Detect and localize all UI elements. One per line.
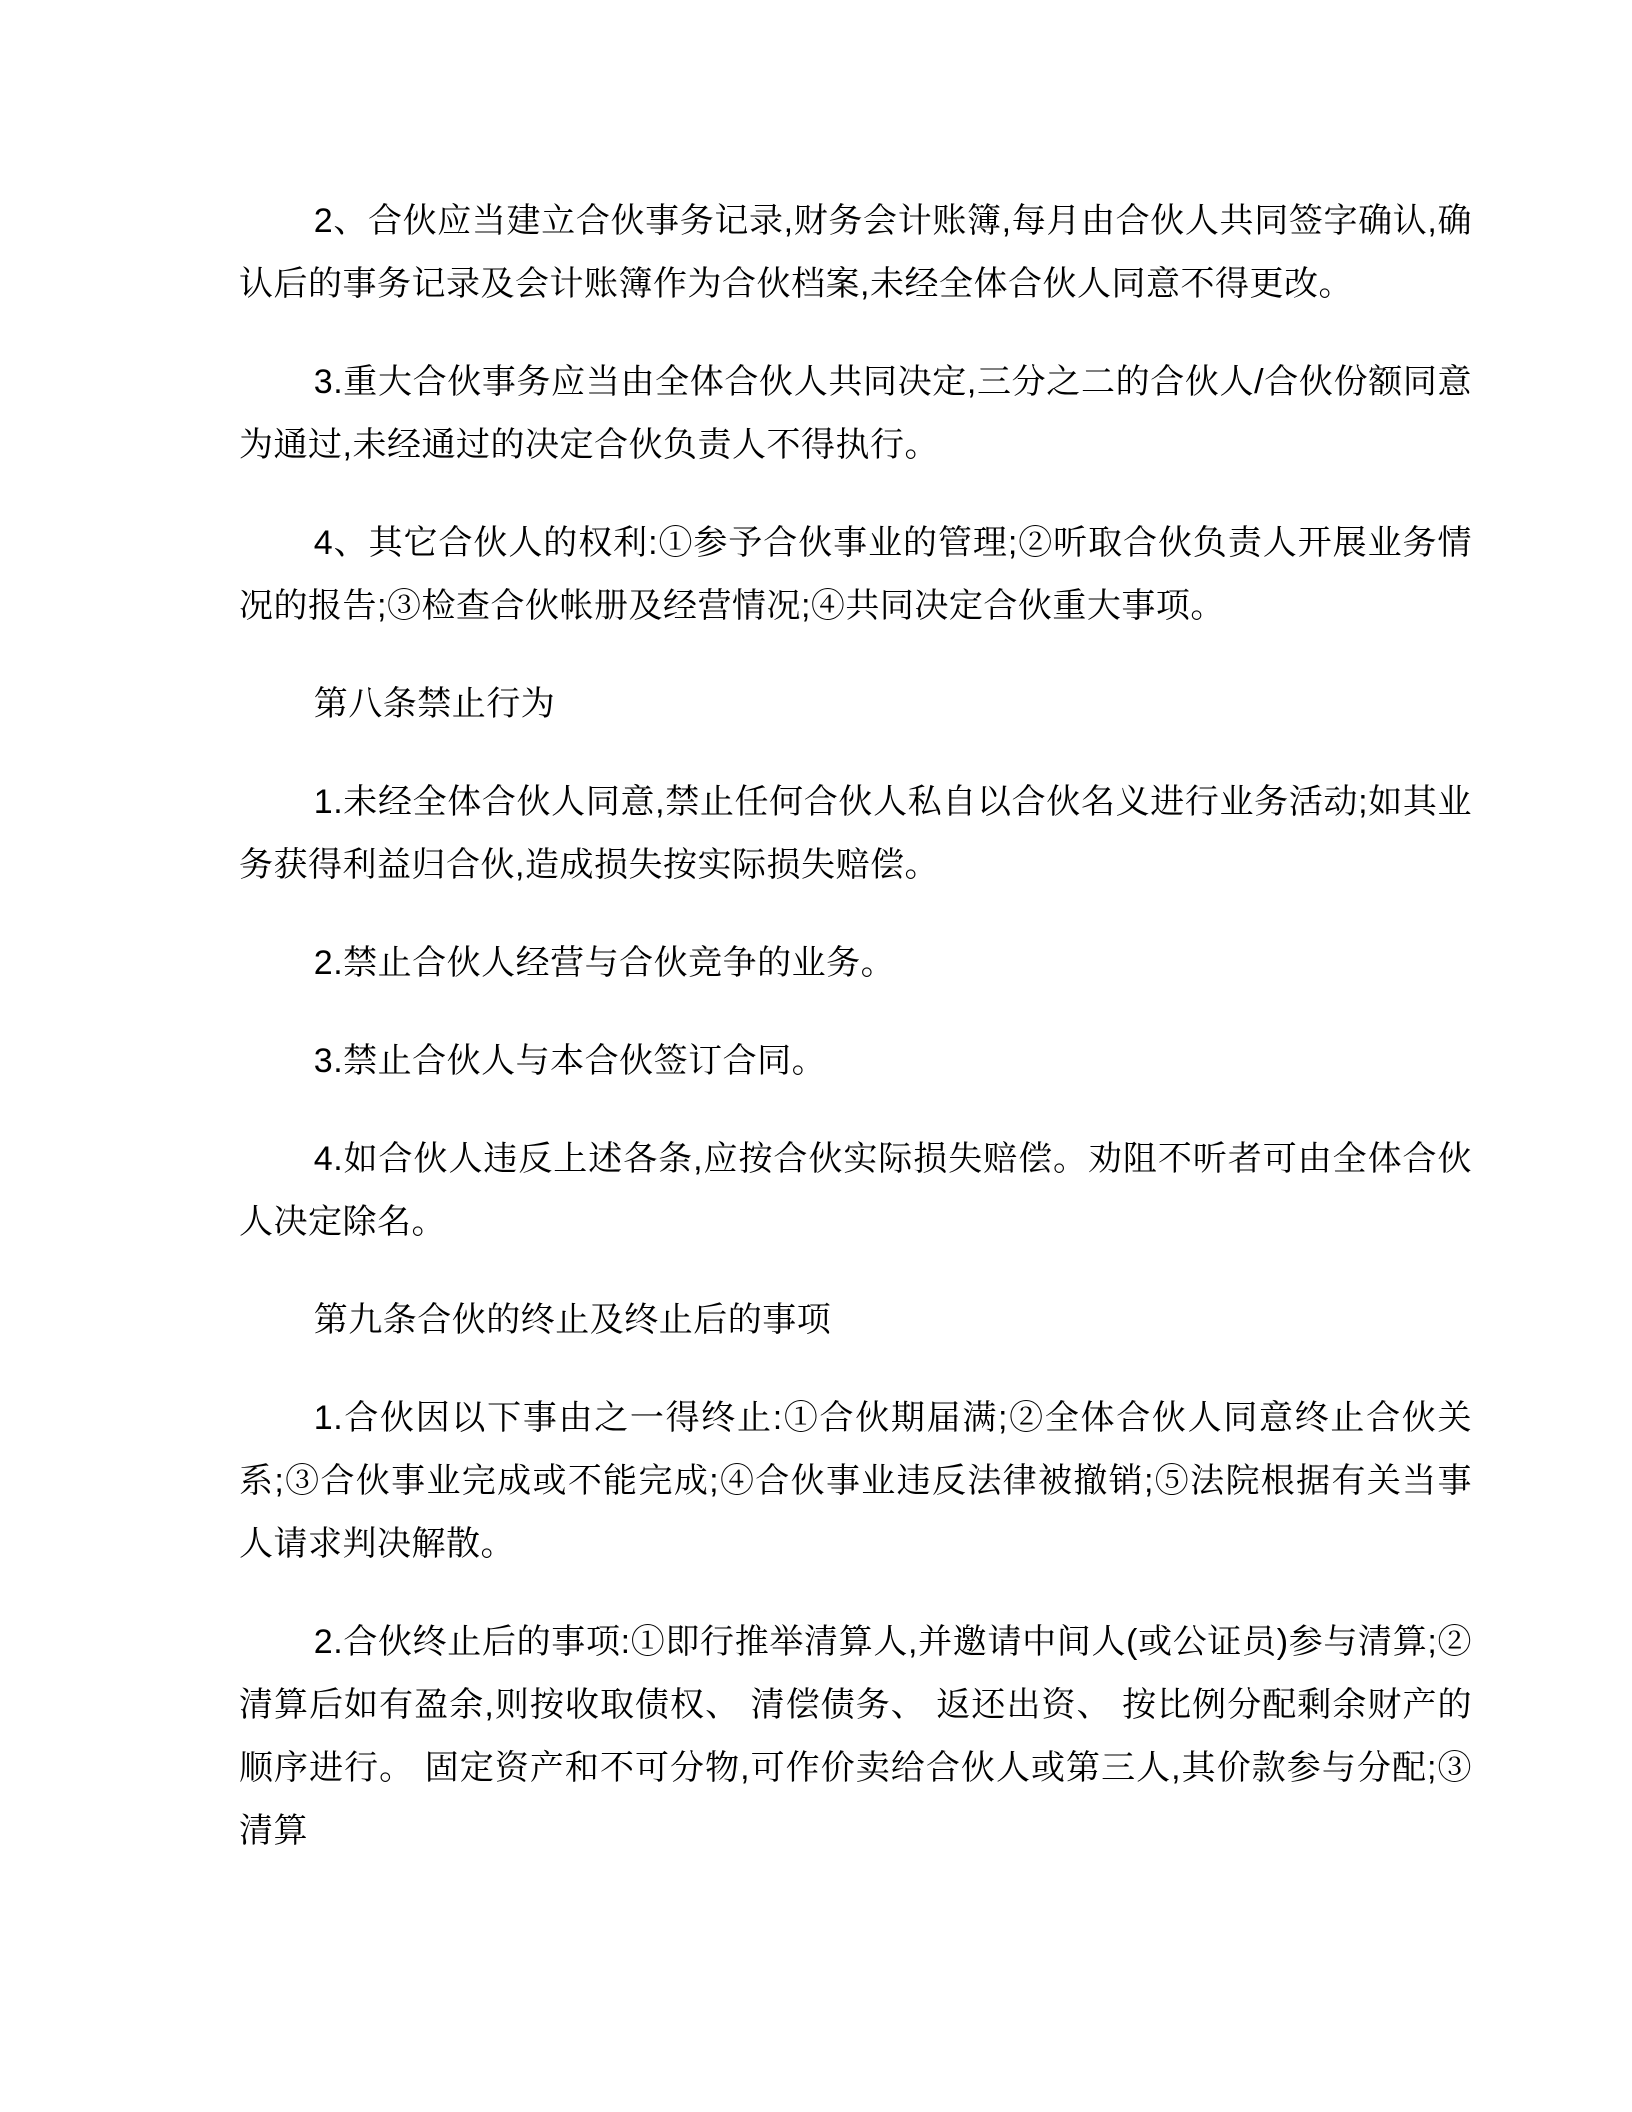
document-body [239,190,1472,1898]
paragraph: 3.重大合伙事务应当由全体合伙人共同决定,三分之二的合伙人/合伙份额同意为通过,未经通过的决定合伙负责人不得执行。 [239,363,1472,464]
section-heading: 第九条合伙的终止及终止后的事项 [313,1301,832,1339]
paragraph: 2.合伙终止后的事项:①即行推举清算人,并邀请中间人(或公证员)参与清算;②清算后如有盈余,则按收取债权、 清偿债务、 返还出资、 按比例分配剩余财产的顺序进行。 固定资产和不可分物,可作价卖给合伙人或第三人,其价款参与分配;③清算 [239,1623,1472,1850]
paragraph: 2、合伙应当建立合伙事务记录,财务会计账簿,每月由合伙人共同签字确认,确认后的事务记录及会计账簿作为合伙档案,未经全体合伙人同意不得更改。 [239,202,1472,303]
section-heading: 第八条禁止行为 [313,685,556,723]
paragraph: 1.未经全体合伙人同意,禁止任何合伙人私自以合伙名义进行业务活动;如其业务获得利益归合伙,造成损失按实际损失赔偿。 [239,783,1472,884]
paragraph: 4.如合伙人违反上述各条,应按合伙实际损失赔偿。劝阻不听者可由全体合伙人决定除名。 [239,1140,1472,1241]
paragraph: 1.合伙因以下事由之一得终止:①合伙期届满;②全体合伙人同意终止合伙关系;③合伙事业完成或不能完成;④合伙事业违反法律被撤销;⑤法院根据有关当事人请求判决解散。 [239,1399,1472,1563]
paragraph: 4、其它合伙人的权利:①参予合伙事业的管理;②听取合伙负责人开展业务情况的报告;③检查合伙帐册及经营情况;④共同决定合伙重大事项。 [239,524,1472,625]
paragraph: 3.禁止合伙人与本合伙签订合同。 [313,1042,827,1080]
paragraph: 2.禁止合伙人经营与合伙竞争的业务。 [313,944,896,982]
